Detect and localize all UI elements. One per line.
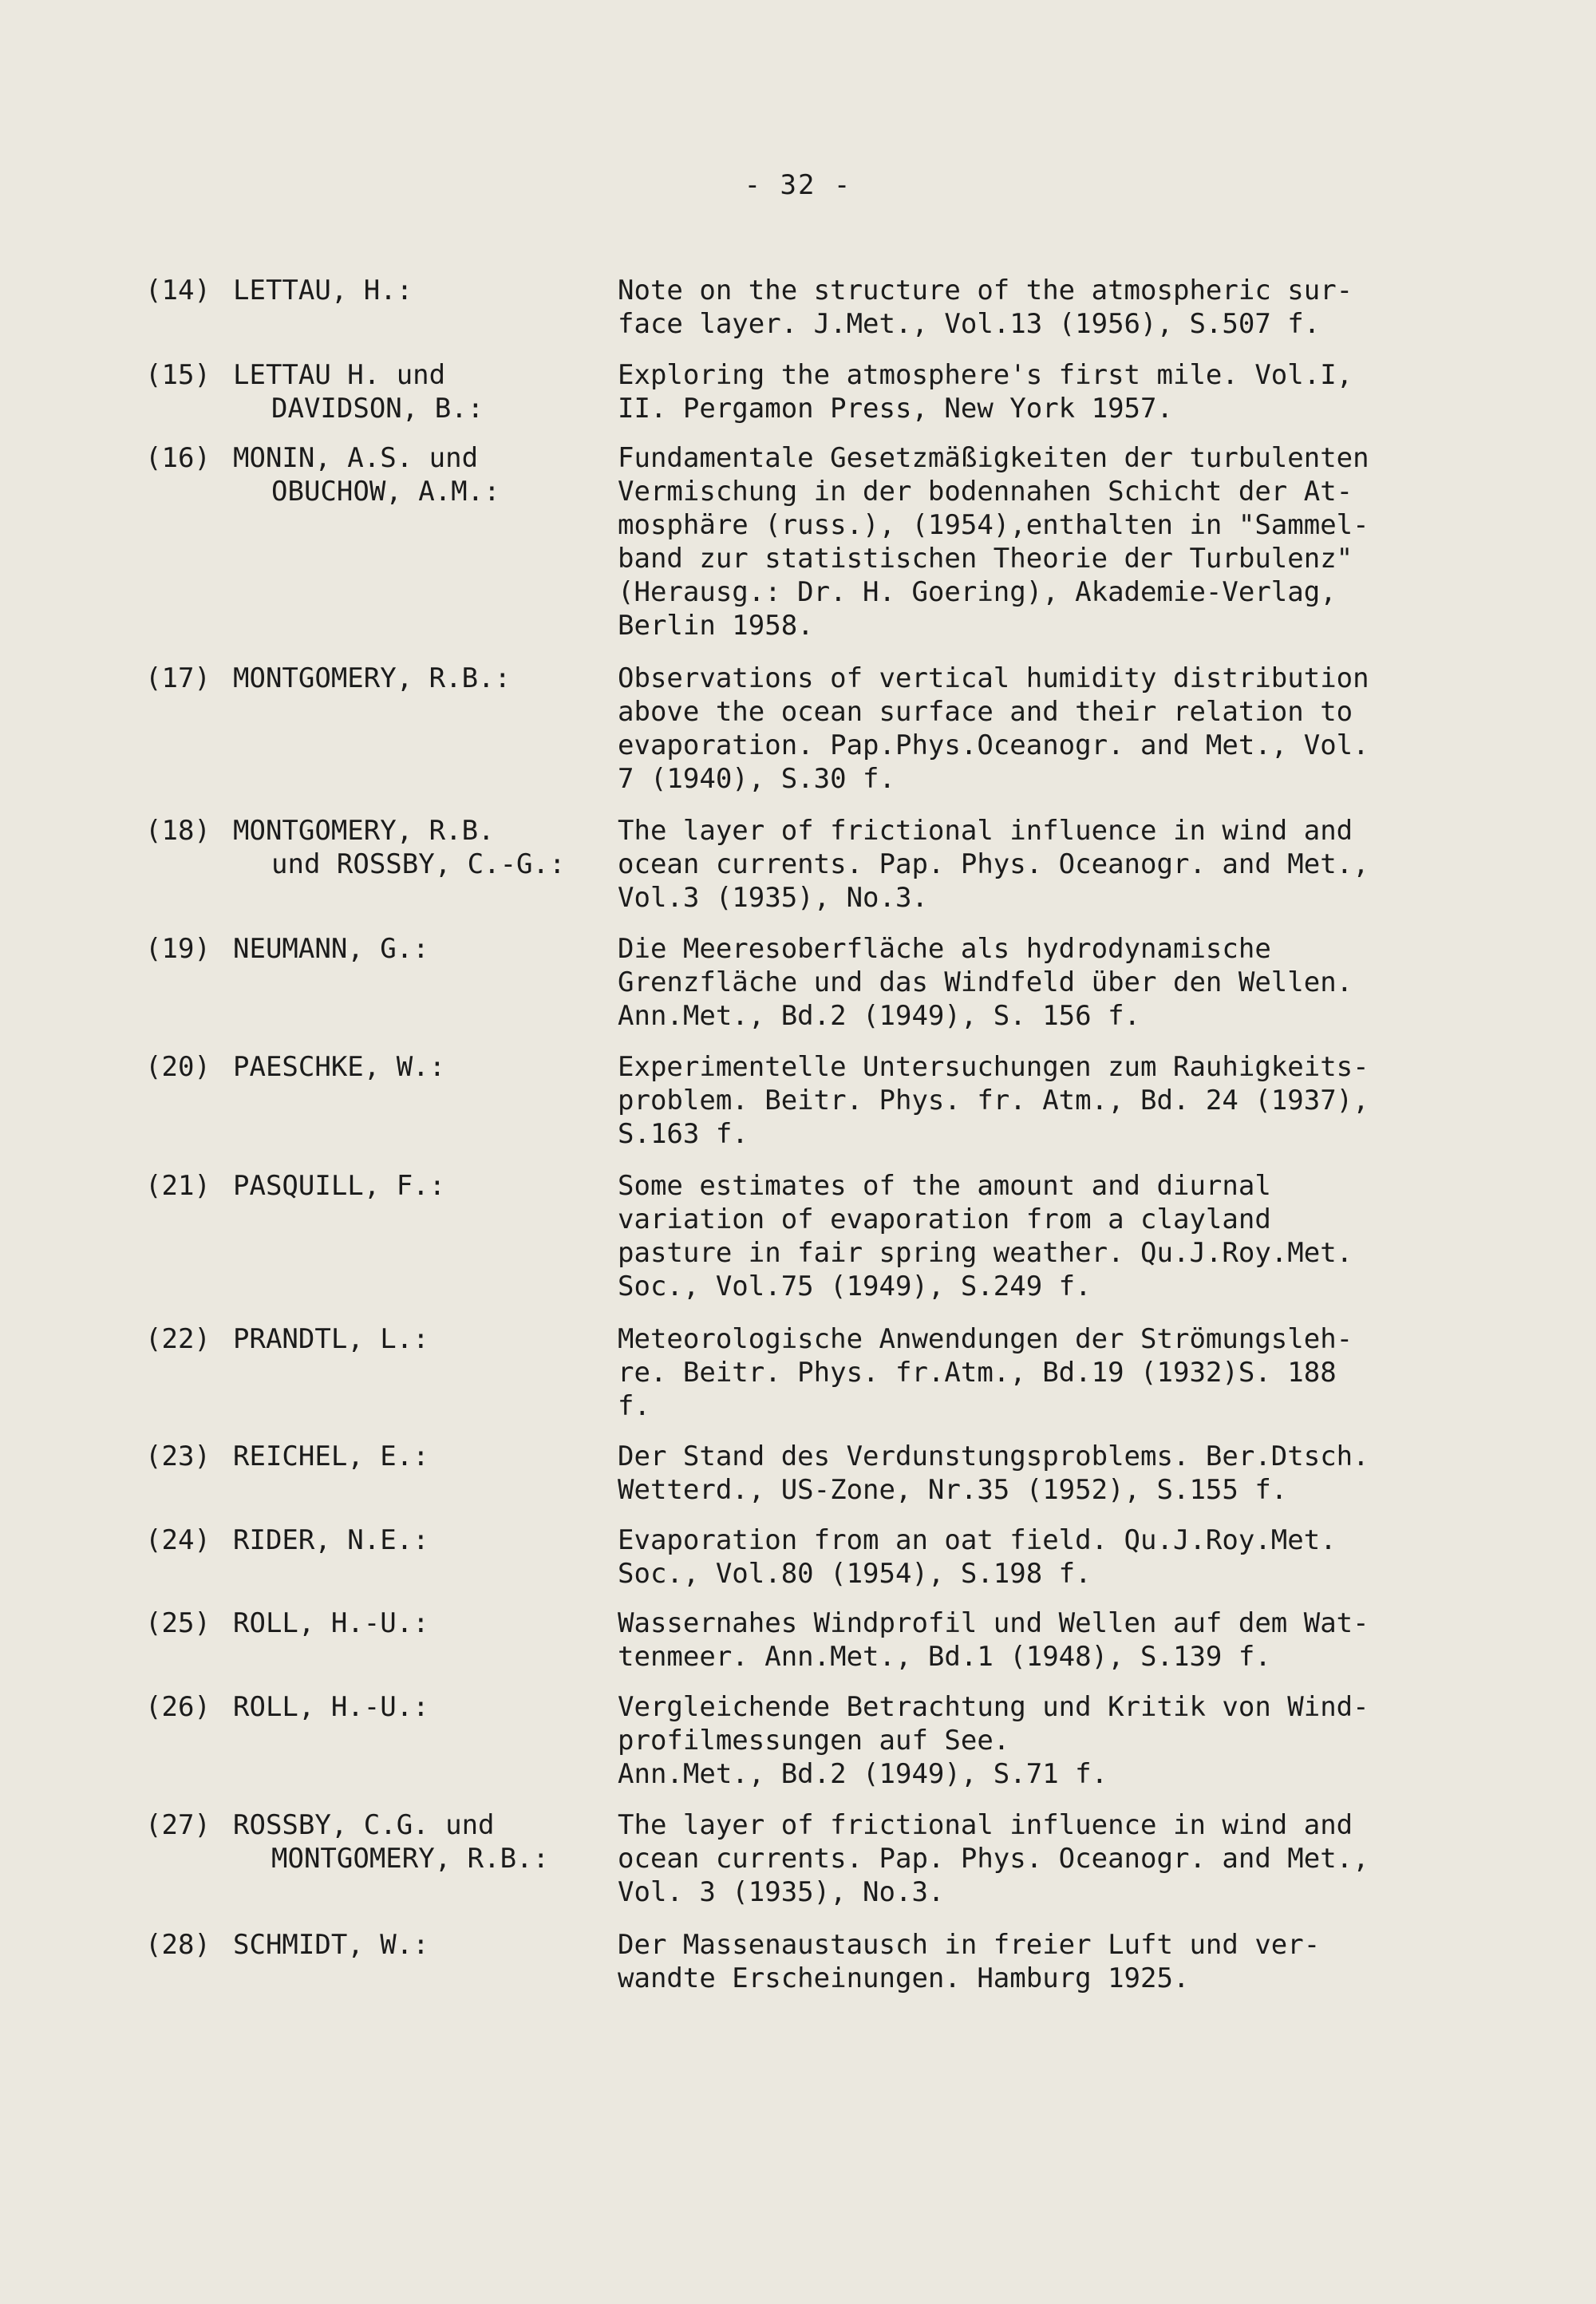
reference-number: (14) bbox=[145, 275, 211, 306]
reference-number: (16) bbox=[145, 442, 211, 474]
citation-line: ocean currents. Pap. Phys. Oceanogr. and Met., bbox=[618, 1843, 1369, 1875]
reference-number: (28) bbox=[145, 1929, 211, 1961]
citation-line: Evaporation from an oat field. Qu.J.Roy.Met. bbox=[618, 1524, 1337, 1556]
reference-author bbox=[233, 662, 664, 695]
author-line: ROSSBY, C.G. und bbox=[233, 1809, 495, 1841]
citation-line: Soc., Vol.75 (1949), S.249 f. bbox=[618, 1271, 1092, 1302]
reference-number: (26) bbox=[145, 1691, 211, 1723]
reference-number: (17) bbox=[145, 662, 211, 694]
citation-line: profilmessungen auf See. bbox=[618, 1725, 1010, 1757]
reference-author bbox=[233, 1523, 664, 1557]
author-line: ROLL, H.-U.: bbox=[233, 1691, 429, 1723]
citation-line: Vermischung in der bodennahen Schicht der At- bbox=[618, 476, 1353, 508]
author-line: DAVIDSON, B.: bbox=[271, 393, 484, 425]
citation-line: Soc., Vol.80 (1954), S.198 f. bbox=[618, 1558, 1092, 1590]
reference-author bbox=[233, 1050, 664, 1084]
citation-line: Vol. 3 (1935), No.3. bbox=[618, 1876, 945, 1908]
author-line: REICHEL, E.: bbox=[233, 1440, 429, 1472]
citation-line: Exploring the atmosphere's first mile. Vol.I, bbox=[618, 359, 1353, 391]
reference-citation bbox=[618, 1690, 1456, 1791]
citation-line: mosphäre (russ.), (1954),enthalten in "Sammel- bbox=[618, 509, 1369, 541]
citation-line: pasture in fair spring weather. Qu.J.Roy.Met. bbox=[618, 1237, 1353, 1269]
citation-line: Grenzfläche und das Windfeld über den Wellen. bbox=[618, 966, 1353, 998]
citation-line: problem. Beitr. Phys. fr. Atm., Bd. 24 (1937), bbox=[618, 1085, 1369, 1116]
citation-line: Observations of vertical humidity distribution bbox=[618, 662, 1369, 694]
author-line: MONTGOMERY, R.B.: bbox=[233, 662, 511, 694]
citation-line: variation of evaporation from a clayland bbox=[618, 1203, 1271, 1235]
citation-line: II. Pergamon Press, New York 1957. bbox=[618, 393, 1173, 425]
reference-number: (21) bbox=[145, 1170, 211, 1202]
reference-number: (25) bbox=[145, 1607, 211, 1639]
citation-line: tenmeer. Ann.Met., Bd.1 (1948), S.139 f. bbox=[618, 1641, 1271, 1673]
reference-author bbox=[233, 1322, 664, 1356]
reference-citation bbox=[618, 1606, 1456, 1674]
reference-citation bbox=[618, 1050, 1456, 1151]
reference-author bbox=[233, 358, 664, 425]
citation-line: Fundamentale Gesetzmäßigkeiten der turbulenten bbox=[618, 442, 1369, 474]
reference-citation bbox=[618, 932, 1456, 1033]
author-line: PRANDTL, L.: bbox=[233, 1323, 429, 1355]
reference-citation bbox=[618, 441, 1456, 642]
reference-author bbox=[233, 1440, 664, 1473]
citation-line: Wetterd., US-Zone, Nr.35 (1952), S.155 f. bbox=[618, 1474, 1288, 1506]
page-number: - 32 - bbox=[744, 169, 852, 201]
citation-line: ocean currents. Pap. Phys. Oceanogr. and Met., bbox=[618, 848, 1369, 880]
author-line: LETTAU H. und bbox=[233, 359, 446, 391]
reference-citation bbox=[618, 358, 1456, 425]
reference-author bbox=[233, 441, 664, 508]
citation-line: Ann.Met., Bd.2 (1949), S. 156 f. bbox=[618, 1000, 1141, 1032]
reference-citation bbox=[618, 274, 1456, 341]
citation-line: Ann.Met., Bd.2 (1949), S.71 f. bbox=[618, 1758, 1108, 1790]
author-line: MONTGOMERY, R.B.: bbox=[271, 1843, 549, 1875]
citation-line: Die Meeresoberfläche als hydrodynamische bbox=[618, 933, 1271, 965]
reference-number: (20) bbox=[145, 1051, 211, 1083]
reference-number: (15) bbox=[145, 359, 211, 391]
citation-line: re. Beitr. Phys. fr.Atm., Bd.19 (1932)S. 188 bbox=[618, 1357, 1337, 1389]
author-line: MONTGOMERY, R.B. bbox=[233, 815, 495, 847]
citation-line: above the ocean surface and their relation to bbox=[618, 696, 1353, 728]
citation-line: band zur statistischen Theorie der Turbulenz" bbox=[618, 543, 1353, 575]
citation-line: f. bbox=[618, 1390, 650, 1422]
citation-line: Berlin 1958. bbox=[618, 610, 814, 642]
citation-line: wandte Erscheinungen. Hamburg 1925. bbox=[618, 1962, 1190, 1994]
reference-author bbox=[233, 932, 664, 966]
reference-citation bbox=[618, 662, 1456, 796]
reference-citation bbox=[618, 1523, 1456, 1591]
author-line: SCHMIDT, W.: bbox=[233, 1929, 429, 1961]
citation-line: Wassernahes Windprofil und Wellen auf dem Wat- bbox=[618, 1607, 1369, 1639]
citation-line: The layer of frictional influence in wind and bbox=[618, 815, 1353, 847]
author-line: ROLL, H.-U.: bbox=[233, 1607, 429, 1639]
author-line: PAESCHKE, W.: bbox=[233, 1051, 446, 1083]
citation-line: S.163 f. bbox=[618, 1118, 749, 1150]
reference-author bbox=[233, 1169, 664, 1203]
author-line: RIDER, N.E.: bbox=[233, 1524, 429, 1556]
citation-line: Der Massenaustausch in freier Luft und ver- bbox=[618, 1929, 1321, 1961]
citation-line: (Herausg.: Dr. H. Goering), Akademie-Verlag, bbox=[618, 576, 1337, 608]
reference-citation bbox=[618, 814, 1456, 915]
reference-number: (19) bbox=[145, 933, 211, 965]
citation-line: Meteorologische Anwendungen der Strömungsleh- bbox=[618, 1323, 1353, 1355]
reference-author bbox=[233, 1928, 664, 1962]
reference-author bbox=[233, 1808, 664, 1875]
citation-line: Note on the structure of the atmospheric sur- bbox=[618, 275, 1353, 306]
citation-line: face layer. J.Met., Vol.13 (1956), S.507 f. bbox=[618, 308, 1321, 340]
reference-author bbox=[233, 1606, 664, 1640]
citation-line: Vergleichende Betrachtung und Kritik von Wind- bbox=[618, 1691, 1369, 1723]
reference-author bbox=[233, 814, 664, 881]
author-line: MONIN, A.S. und bbox=[233, 442, 479, 474]
reference-number: (27) bbox=[145, 1809, 211, 1841]
reference-citation bbox=[618, 1808, 1456, 1909]
reference-number: (23) bbox=[145, 1440, 211, 1472]
reference-number: (22) bbox=[145, 1323, 211, 1355]
author-line: NEUMANN, G.: bbox=[233, 933, 429, 965]
citation-line: evaporation. Pap.Phys.Oceanogr. and Met., Vol. bbox=[618, 729, 1369, 761]
citation-line: 7 (1940), S.30 f. bbox=[618, 763, 895, 795]
reference-author bbox=[233, 1690, 664, 1724]
author-line: PASQUILL, F.: bbox=[233, 1170, 446, 1202]
author-line: LETTAU, H.: bbox=[233, 275, 413, 306]
citation-line: Der Stand des Verdunstungsproblems. Ber.Dtsch. bbox=[618, 1440, 1369, 1472]
author-line: und ROSSBY, C.-G.: bbox=[271, 848, 566, 880]
author-line: OBUCHOW, A.M.: bbox=[271, 476, 500, 508]
reference-number: (24) bbox=[145, 1524, 211, 1556]
citation-line: The layer of frictional influence in wind and bbox=[618, 1809, 1353, 1841]
reference-citation bbox=[618, 1440, 1456, 1507]
reference-citation bbox=[618, 1169, 1456, 1303]
reference-citation bbox=[618, 1322, 1456, 1423]
reference-citation bbox=[618, 1928, 1456, 1995]
citation-line: Experimentelle Untersuchungen zum Rauhigkeits- bbox=[618, 1051, 1369, 1083]
citation-line: Vol.3 (1935), No.3. bbox=[618, 882, 928, 914]
citation-line: Some estimates of the amount and diurnal bbox=[618, 1170, 1271, 1202]
reference-author bbox=[233, 274, 664, 307]
reference-number: (18) bbox=[145, 815, 211, 847]
